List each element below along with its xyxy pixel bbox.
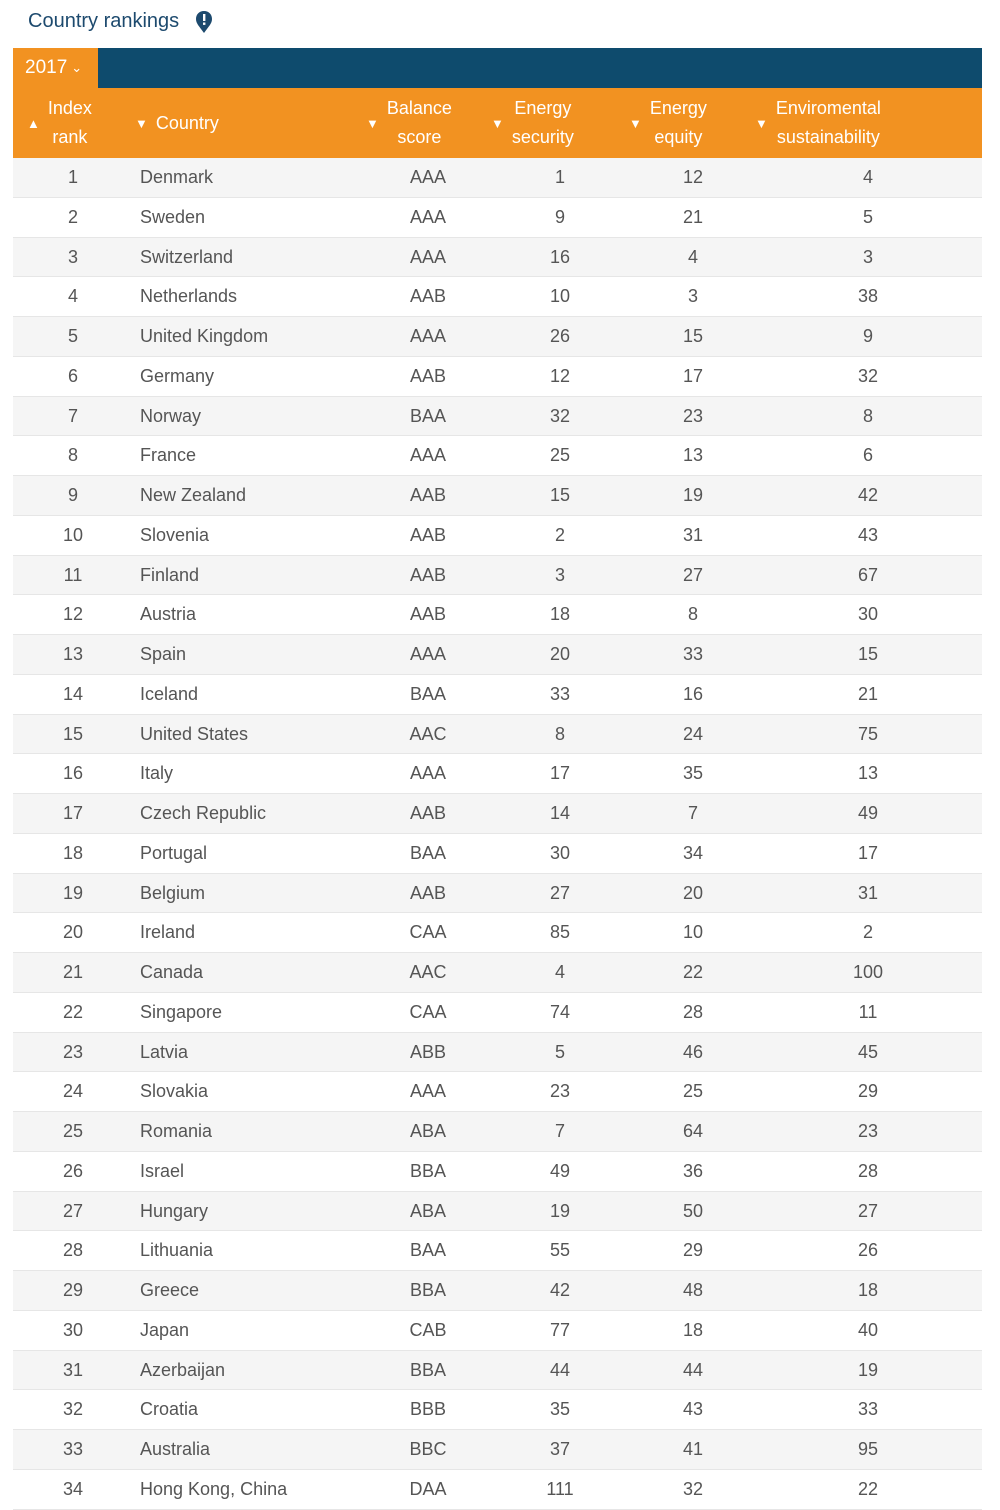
cell-rank: 19 — [62, 882, 84, 903]
cell-environmental-sustainability: 23 — [857, 1121, 879, 1141]
cell-energy-equity: 36 — [682, 1160, 704, 1181]
cell-energy-equity: 16 — [682, 683, 704, 704]
cell-balance-score: ABB — [409, 1041, 447, 1062]
cell-energy-security: 85 — [549, 922, 571, 943]
cell-rank: 32 — [62, 1399, 84, 1420]
filter-bar — [13, 48, 982, 88]
cell-country: Portugal — [140, 842, 208, 863]
cell-energy-equity: 3 — [687, 286, 698, 307]
sort-down-icon: ▼ — [629, 115, 642, 131]
cell-country: Germany — [140, 365, 215, 386]
cell-balance-score: AAB — [409, 604, 447, 625]
cell-environmental-sustainability: 11 — [858, 1001, 878, 1022]
cell-environmental-sustainability: 29 — [857, 1081, 879, 1102]
cell-environmental-sustainability: 100 — [852, 962, 884, 982]
cell-energy-equity: 33 — [682, 644, 704, 664]
column-header-environment-line2: sustainability — [776, 127, 880, 147]
cell-balance-score: AAC — [409, 962, 447, 982]
cell-balance-score: AAA — [409, 326, 447, 346]
sort-down-icon: ▼ — [755, 115, 768, 131]
cell-rank: 27 — [62, 1200, 84, 1221]
cell-rank: 23 — [62, 1041, 84, 1062]
cell-country: Sweden — [140, 206, 206, 227]
cell-energy-equity: 48 — [682, 1280, 704, 1300]
cell-energy-security: 17 — [549, 763, 571, 784]
cell-balance-score: CAA — [409, 922, 447, 943]
cell-rank: 4 — [67, 286, 78, 307]
cell-rank: 15 — [62, 723, 84, 744]
column-header-rank-line1: Index — [47, 98, 92, 118]
column-header-country-label: Country — [155, 112, 219, 133]
cell-energy-security: 25 — [549, 445, 571, 466]
cell-environmental-sustainability: 31 — [857, 882, 879, 903]
table-row[interactable] — [13, 238, 982, 278]
cell-energy-equity: 19 — [682, 485, 704, 505]
column-header-rank-line2: rank — [52, 127, 88, 147]
cell-country: Finland — [140, 564, 200, 585]
cell-balance-score: AAA — [409, 445, 447, 466]
table-row[interactable] — [13, 1351, 982, 1391]
cell-country: Japan — [140, 1319, 190, 1340]
cell-balance-score: AAB — [409, 365, 447, 386]
sort-down-icon: ▼ — [491, 115, 504, 131]
table-row[interactable] — [13, 516, 982, 556]
cell-energy-security: 19 — [549, 1200, 571, 1221]
cell-rank: 7 — [67, 405, 78, 426]
table-row[interactable] — [13, 556, 982, 596]
cell-rank: 11 — [63, 564, 83, 585]
sort-down-icon: ▼ — [366, 115, 379, 131]
cell-country: New Zealand — [140, 485, 247, 505]
cell-energy-security: 30 — [549, 842, 571, 863]
cell-environmental-sustainability: 2 — [862, 922, 873, 943]
cell-environmental-sustainability: 27 — [857, 1200, 879, 1221]
cell-rank: 10 — [62, 524, 84, 545]
cell-environmental-sustainability: 38 — [857, 286, 879, 307]
cell-environmental-sustainability: 8 — [862, 405, 873, 426]
cell-balance-score: AAA — [409, 644, 447, 664]
column-header-security[interactable] — [491, 88, 601, 158]
table-row[interactable] — [13, 1231, 982, 1271]
cell-environmental-sustainability: 45 — [857, 1041, 879, 1062]
cell-environmental-sustainability: 67 — [857, 564, 879, 585]
cell-balance-score: AAC — [409, 723, 447, 744]
cell-country: Hong Kong, China — [140, 1478, 288, 1499]
table-row[interactable] — [13, 476, 982, 516]
cell-rank: 30 — [62, 1319, 84, 1340]
cell-energy-equity: 41 — [682, 1439, 704, 1459]
cell-environmental-sustainability: 75 — [857, 723, 879, 744]
table-row[interactable] — [13, 595, 982, 635]
cell-country: Switzerland — [140, 246, 234, 267]
column-header-equity-line1: Energy — [649, 98, 707, 118]
cell-energy-equity: 25 — [682, 1081, 704, 1102]
cell-environmental-sustainability: 6 — [862, 445, 873, 466]
table-row[interactable] — [13, 635, 982, 675]
cell-energy-security: 55 — [549, 1240, 571, 1261]
cell-balance-score: AAA — [409, 246, 447, 267]
cell-environmental-sustainability: 28 — [857, 1160, 879, 1181]
cell-energy-equity: 32 — [682, 1478, 704, 1499]
cell-environmental-sustainability: 15 — [857, 644, 879, 664]
cell-balance-score: BAA — [409, 1240, 447, 1261]
cell-country: Norway — [140, 405, 202, 426]
cell-energy-equity: 64 — [682, 1121, 704, 1141]
cell-rank: 24 — [62, 1081, 84, 1102]
cell-energy-equity: 24 — [682, 723, 704, 744]
column-header-equity[interactable] — [629, 88, 739, 158]
cell-balance-score: ABA — [409, 1200, 447, 1221]
cell-balance-score: CAB — [409, 1319, 447, 1340]
cell-energy-security: 7 — [554, 1121, 565, 1141]
cell-energy-security: 37 — [549, 1439, 571, 1459]
cell-country: Latvia — [140, 1041, 189, 1062]
cell-energy-equity: 8 — [687, 604, 698, 625]
rankings-table — [13, 48, 982, 1510]
cell-rank: 25 — [62, 1121, 84, 1141]
cell-country: Croatia — [140, 1399, 199, 1420]
table-row[interactable] — [13, 1430, 982, 1470]
cell-country: Slovenia — [140, 524, 210, 545]
cell-balance-score: ABA — [409, 1121, 447, 1141]
cell-energy-security: 33 — [549, 683, 571, 704]
table-body — [13, 158, 982, 1510]
cell-energy-equity: 17 — [682, 365, 704, 386]
cell-energy-security: 35 — [549, 1399, 571, 1420]
cell-energy-security: 44 — [549, 1359, 571, 1380]
cell-rank: 12 — [62, 604, 84, 625]
cell-country: Singapore — [140, 1001, 223, 1022]
table-row[interactable] — [13, 1390, 982, 1430]
table-row[interactable] — [13, 993, 982, 1033]
cell-balance-score: BBC — [409, 1439, 447, 1459]
cell-energy-security: 14 — [549, 803, 571, 823]
cell-rank: 18 — [62, 842, 84, 863]
cell-environmental-sustainability: 33 — [857, 1399, 879, 1420]
column-header-equity-line2: equity — [654, 127, 703, 147]
table-row[interactable] — [13, 953, 982, 993]
cell-energy-equity: 10 — [682, 922, 704, 943]
table-row[interactable] — [13, 1152, 982, 1192]
cell-energy-security: 23 — [549, 1081, 571, 1102]
cell-country: Canada — [140, 962, 204, 982]
cell-rank: 34 — [62, 1478, 84, 1499]
cell-rank: 5 — [67, 326, 78, 346]
table-row[interactable] — [13, 874, 982, 914]
cell-energy-security: 15 — [549, 485, 571, 505]
cell-country: Spain — [140, 644, 187, 664]
cell-environmental-sustainability: 13 — [857, 763, 879, 784]
cell-country: United Kingdom — [140, 326, 269, 346]
cell-energy-security: 9 — [554, 206, 565, 227]
page-header — [28, 4, 213, 38]
cell-environmental-sustainability: 32 — [857, 365, 879, 386]
cell-energy-equity: 29 — [682, 1240, 704, 1261]
cell-energy-security: 20 — [549, 644, 571, 664]
cell-energy-equity: 22 — [682, 962, 704, 982]
cell-balance-score: BAA — [409, 842, 447, 863]
cell-country: Azerbaijan — [140, 1359, 226, 1380]
cell-energy-equity: 23 — [682, 405, 704, 426]
table-header — [13, 88, 982, 158]
table-row[interactable] — [13, 1271, 982, 1311]
cell-country: Austria — [140, 604, 197, 625]
cell-energy-security: 8 — [554, 723, 565, 744]
table-row[interactable] — [13, 1072, 982, 1112]
table-row[interactable] — [13, 198, 982, 238]
cell-energy-equity: 50 — [682, 1200, 704, 1221]
cell-country: Romania — [140, 1121, 213, 1141]
cell-energy-equity: 4 — [687, 246, 698, 267]
sort-down-icon: ▼ — [135, 115, 148, 131]
cell-energy-equity: 21 — [682, 206, 704, 227]
year-select[interactable] — [13, 48, 98, 88]
chevron-down-icon: ⌄ — [71, 60, 83, 75]
cell-environmental-sustainability: 49 — [857, 803, 879, 823]
table-row[interactable] — [13, 794, 982, 834]
table-row[interactable] — [13, 913, 982, 953]
cell-rank: 17 — [62, 803, 84, 823]
cell-environmental-sustainability: 21 — [857, 683, 879, 704]
cell-energy-security: 2 — [554, 524, 565, 545]
cell-rank: 9 — [67, 485, 78, 505]
cell-energy-security: 4 — [554, 962, 565, 982]
sort-up-icon: ▲ — [27, 115, 40, 131]
cell-country: Czech Republic — [140, 803, 267, 823]
cell-environmental-sustainability: 3 — [862, 246, 873, 267]
cell-country: Netherlands — [140, 286, 238, 307]
column-header-security-line1: Energy — [514, 98, 572, 118]
cell-environmental-sustainability: 18 — [857, 1280, 879, 1300]
cell-country: Australia — [140, 1439, 211, 1459]
cell-rank: 28 — [62, 1240, 84, 1261]
cell-energy-equity: 28 — [682, 1001, 704, 1022]
year-value: 2017 — [25, 57, 68, 78]
cell-rank: 21 — [62, 962, 84, 982]
cell-rank: 6 — [67, 365, 78, 386]
cell-rank: 8 — [67, 445, 78, 466]
cell-country: United States — [140, 723, 249, 744]
cell-energy-equity: 20 — [682, 882, 704, 903]
cell-balance-score: AAB — [409, 485, 447, 505]
cell-rank: 13 — [62, 644, 84, 664]
cell-energy-security: 16 — [549, 246, 571, 267]
column-header-security-line2: security — [511, 127, 574, 147]
cell-balance-score: BBA — [409, 1359, 447, 1380]
cell-environmental-sustainability: 42 — [857, 485, 879, 505]
cell-environmental-sustainability: 5 — [862, 206, 873, 227]
cell-environmental-sustainability: 22 — [857, 1478, 879, 1499]
cell-energy-security: 32 — [549, 405, 571, 426]
cell-rank: 20 — [62, 922, 84, 943]
cell-environmental-sustainability: 30 — [857, 604, 879, 625]
cell-balance-score: AAB — [409, 882, 447, 903]
cell-country: Italy — [140, 763, 174, 784]
cell-environmental-sustainability: 26 — [857, 1240, 879, 1261]
cell-environmental-sustainability: 4 — [862, 167, 873, 187]
cell-environmental-sustainability: 17 — [857, 842, 879, 863]
cell-environmental-sustainability: 9 — [862, 326, 873, 346]
cell-balance-score: BBA — [409, 1160, 447, 1181]
cell-country: France — [140, 445, 197, 466]
cell-energy-equity: 27 — [682, 564, 704, 585]
cell-energy-security: 42 — [549, 1280, 571, 1300]
cell-rank: 1 — [67, 167, 78, 187]
column-header-country[interactable] — [135, 88, 285, 158]
table-row[interactable] — [13, 397, 982, 437]
cell-country: Ireland — [140, 922, 196, 943]
cell-energy-security: 26 — [549, 326, 571, 346]
cell-rank: 31 — [62, 1359, 84, 1380]
table-row[interactable] — [13, 317, 982, 357]
cell-energy-security: 5 — [554, 1041, 565, 1062]
table-row[interactable] — [13, 1033, 982, 1073]
table-row[interactable] — [13, 158, 982, 198]
cell-country: Israel — [140, 1160, 185, 1181]
cell-country: Denmark — [140, 167, 214, 187]
table-row[interactable] — [13, 1192, 982, 1232]
column-header-balance-line1: Balance — [386, 98, 452, 118]
cell-balance-score: BBA — [409, 1280, 447, 1300]
cell-rank: 2 — [67, 206, 78, 227]
cell-energy-security: 77 — [549, 1319, 571, 1340]
cell-energy-equity: 12 — [682, 167, 704, 187]
cell-energy-security: 74 — [549, 1001, 571, 1022]
cell-energy-security: 27 — [549, 882, 571, 903]
cell-balance-score: DAA — [409, 1478, 447, 1499]
table-row[interactable] — [13, 1112, 982, 1152]
table-row[interactable] — [13, 1311, 982, 1351]
cell-energy-equity: 18 — [682, 1319, 704, 1340]
table-row[interactable] — [13, 1470, 982, 1510]
cell-rank: 26 — [62, 1160, 84, 1181]
cell-country: Belgium — [140, 882, 206, 903]
cell-country: Greece — [140, 1280, 200, 1300]
column-header-balance-line2: score — [397, 127, 442, 147]
cell-environmental-sustainability: 40 — [857, 1319, 879, 1340]
page-title: Country rankings — [28, 9, 180, 32]
cell-rank: 29 — [62, 1280, 84, 1300]
cell-environmental-sustainability: 19 — [857, 1359, 879, 1380]
cell-environmental-sustainability: 43 — [857, 524, 879, 545]
cell-balance-score: AAA — [409, 167, 447, 187]
cell-energy-security: 3 — [554, 564, 565, 585]
cell-balance-score: AAB — [409, 286, 447, 307]
cell-energy-equity: 31 — [682, 524, 704, 545]
cell-balance-score: CAA — [409, 1001, 447, 1022]
column-header-environment[interactable] — [755, 88, 955, 158]
cell-energy-equity: 35 — [682, 763, 704, 784]
cell-balance-score: BAA — [409, 683, 447, 704]
cell-balance-score: AAA — [409, 763, 447, 784]
cell-balance-score: BBB — [409, 1399, 447, 1420]
cell-energy-equity: 44 — [682, 1359, 704, 1380]
cell-balance-score: AAB — [409, 803, 447, 823]
cell-rank: 16 — [62, 763, 84, 784]
cell-rank: 14 — [62, 683, 84, 704]
table-row[interactable] — [13, 357, 982, 397]
table-row[interactable] — [13, 675, 982, 715]
cell-balance-score: BAA — [409, 405, 447, 426]
cell-energy-equity: 43 — [682, 1399, 704, 1420]
column-header-balance[interactable] — [366, 88, 476, 158]
cell-energy-security: 18 — [549, 604, 571, 625]
cell-energy-security: 12 — [549, 365, 571, 386]
cell-environmental-sustainability: 95 — [857, 1439, 879, 1459]
cell-balance-score: AAB — [409, 564, 447, 585]
table-row[interactable] — [13, 715, 982, 755]
table-row[interactable] — [13, 754, 982, 794]
cell-country: Iceland — [140, 683, 199, 704]
cell-energy-equity: 7 — [687, 803, 698, 823]
cell-energy-security: 1 — [554, 167, 565, 187]
cell-energy-security: 111 — [546, 1478, 574, 1499]
cell-rank: 3 — [67, 246, 78, 267]
cell-energy-equity: 13 — [682, 445, 704, 466]
cell-energy-security: 49 — [549, 1160, 571, 1181]
cell-country: Lithuania — [140, 1240, 214, 1261]
cell-balance-score: AAB — [409, 524, 447, 545]
table-row[interactable] — [13, 436, 982, 476]
cell-energy-equity: 34 — [682, 842, 704, 863]
cell-energy-equity: 15 — [682, 326, 704, 346]
column-header-rank[interactable] — [27, 88, 117, 158]
cell-rank: 33 — [62, 1439, 84, 1459]
table-row[interactable] — [13, 834, 982, 874]
table-row[interactable] — [13, 277, 982, 317]
info-icon[interactable] — [195, 10, 213, 32]
cell-country: Slovakia — [140, 1081, 209, 1102]
column-header-environment-line1: Enviromental — [775, 98, 881, 118]
cell-balance-score: AAA — [409, 1081, 447, 1102]
cell-rank: 22 — [62, 1001, 84, 1022]
cell-energy-equity: 46 — [682, 1041, 704, 1062]
cell-energy-security: 10 — [549, 286, 571, 307]
cell-balance-score: AAA — [409, 206, 447, 227]
cell-country: Hungary — [140, 1200, 209, 1221]
